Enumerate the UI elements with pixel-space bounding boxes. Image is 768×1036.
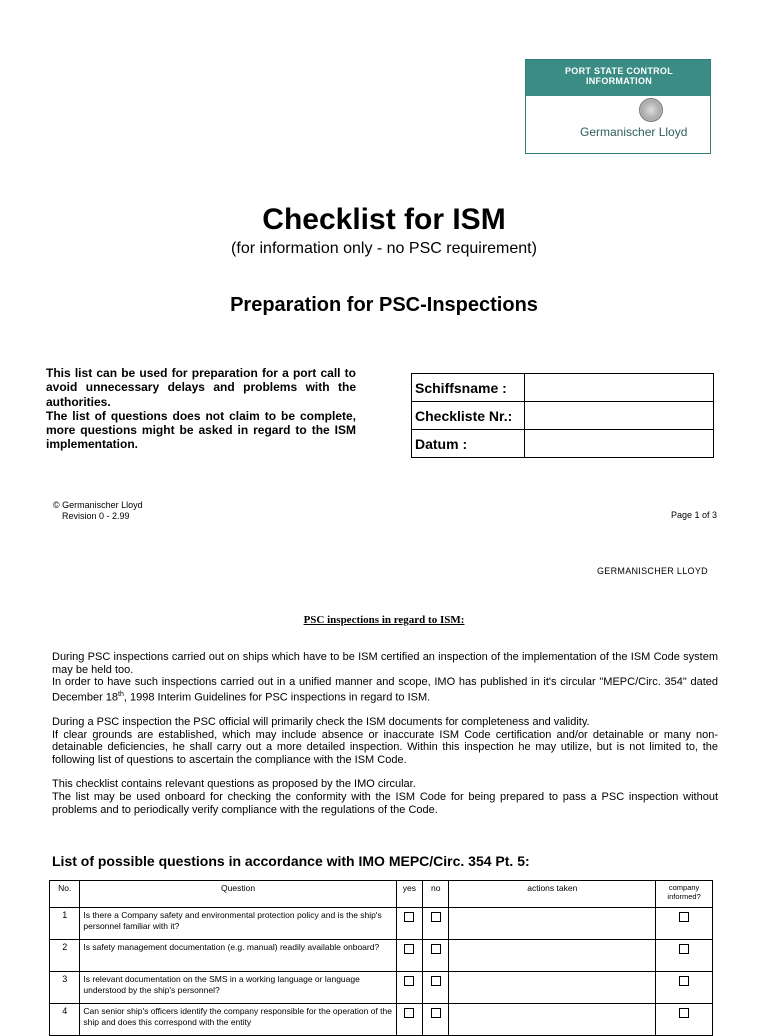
- question-number: 1: [50, 908, 80, 940]
- paragraph-line: During a PSC inspection the PSC official will primarily check the ISM documents for completeness and validity.: [52, 716, 590, 729]
- table-header-row: [50, 881, 713, 908]
- ship-info-row: [412, 430, 714, 458]
- no-checkbox[interactable]: [431, 912, 441, 922]
- informed-checkbox-cell: [656, 972, 713, 1004]
- paragraph-line: If clear grounds are established, which may include absence or inaccurate ISM Code certification and/or detainable or many non-detainable deficiencies, he shall carry out a more detailed inspection. Within this inspection he may utilize, but is not limited to, the following list of questions to ascertain the compliance with the ISM Code.: [52, 728, 718, 766]
- no-checkbox[interactable]: [431, 944, 441, 954]
- no-checkbox-cell: [423, 908, 449, 940]
- logo-box: [525, 59, 711, 154]
- ship-name-field[interactable]: [525, 374, 714, 402]
- no-checkbox[interactable]: [431, 1008, 441, 1018]
- question-number: 4: [50, 1004, 80, 1036]
- yes-checkbox[interactable]: [404, 944, 414, 954]
- intro-line: The list of questions does not claim to be complete, more questions might be asked in regard to the ISM implementation.: [46, 408, 356, 452]
- logo-line-1: PORT STATE CONTROL: [564, 66, 674, 76]
- paragraph-3: [52, 778, 718, 816]
- question-text: Is relevant documentation on the SMS in a working language or language understood by the ship's personnel?: [80, 972, 396, 1004]
- ship-name-label: Schiffsname :: [412, 374, 525, 402]
- no-checkbox-cell: [423, 972, 449, 1004]
- paragraph-2: [52, 716, 718, 766]
- yes-checkbox[interactable]: [404, 976, 414, 986]
- questions-body: [50, 908, 713, 1036]
- paragraph-line: During PSC inspections carried out on ships which have to be ISM certified an inspection of the implementation of the ISM Code system may be held too.: [52, 651, 718, 676]
- seal-icon: [639, 98, 663, 122]
- ship-info-table: [411, 373, 714, 458]
- actions-taken-field[interactable]: [449, 940, 656, 972]
- yes-checkbox-cell: [396, 908, 422, 940]
- informed-checkbox-cell: [656, 1004, 713, 1036]
- body-text: [52, 651, 718, 828]
- table-row: [50, 908, 713, 940]
- informed-checkbox[interactable]: [679, 1008, 689, 1018]
- superscript: th: [118, 690, 124, 698]
- date-label: Datum :: [412, 430, 525, 458]
- yes-checkbox-cell: [396, 940, 422, 972]
- header-company: GERMANISCHER LLOYD: [597, 566, 708, 576]
- yes-checkbox-cell: [396, 1004, 422, 1036]
- paragraph-line: This checklist contains relevant questions as proposed by the IMO circular.: [52, 778, 416, 791]
- psc-heading: PSC inspections in regard to ISM:: [303, 614, 465, 626]
- question-text: Is safety management documentation (e.g. manual) readily available onboard?: [80, 940, 396, 972]
- logo-line-2: INFORMATION: [585, 76, 653, 86]
- intro-text: [46, 366, 356, 452]
- actions-taken-field[interactable]: [449, 972, 656, 1004]
- actions-taken-field[interactable]: [449, 908, 656, 940]
- paragraph-1: [52, 651, 718, 704]
- informed-checkbox[interactable]: [679, 944, 689, 954]
- col-header-informed: company informed?: [656, 881, 713, 908]
- col-header-no-answer: no: [423, 881, 449, 908]
- yes-checkbox-cell: [396, 972, 422, 1004]
- no-checkbox-cell: [423, 1004, 449, 1036]
- yes-checkbox[interactable]: [404, 912, 414, 922]
- question-number: 2: [50, 940, 80, 972]
- logo-company: Germanischer Lloyd: [580, 125, 688, 139]
- ship-info-row: [412, 374, 714, 402]
- paragraph-line: The list may be used onboard for checking the conformity with the ISM Code for being prepared to pass a PSC inspection without problems and to periodically verify compliance with the regulations of the Code.: [52, 791, 718, 816]
- paragraph-line: In order to have such inspections carried out in a unified manner and scope, IMO has published in it's circular "MEPC/Circ. 354" dated December 18th, 1998 Interim Guidelines for PSC inspections in regard to ISM.: [52, 676, 718, 704]
- table-row: [50, 1004, 713, 1036]
- question-text: Is there a Company safety and environmental protection policy and is the ship's personnel familiar with it?: [80, 908, 396, 940]
- revision-text: Revision 0 - 2.99: [62, 511, 130, 521]
- page-subtitle: (for information only - no PSC requirement): [231, 240, 537, 257]
- intro-line: This list can be used for preparation for a port call to avoid unnecessary delays and problems with the authorities.: [46, 366, 356, 409]
- checklist-number-label: Checkliste Nr.:: [412, 402, 525, 430]
- yes-checkbox[interactable]: [404, 1008, 414, 1018]
- copyright-text: © Germanischer Lloyd: [53, 500, 143, 510]
- page-title: Checklist for ISM: [262, 203, 506, 236]
- col-header-question: Question: [80, 881, 396, 908]
- list-heading: List of possible questions in accordance with IMO MEPC/Circ. 354 Pt. 5:: [52, 853, 530, 869]
- question-text: Can senior ship's officers identify the company responsible for the operation of the ship and does this correspond with the entity: [80, 1004, 396, 1036]
- preparation-heading: Preparation for PSC-Inspections: [230, 294, 538, 316]
- no-checkbox-cell: [423, 940, 449, 972]
- informed-checkbox-cell: [656, 908, 713, 940]
- table-row: [50, 972, 713, 1004]
- table-row: [50, 940, 713, 972]
- copyright-block: [53, 500, 143, 522]
- col-header-actions: actions taken: [449, 881, 656, 908]
- actions-taken-field[interactable]: [449, 1004, 656, 1036]
- informed-checkbox-cell: [656, 940, 713, 972]
- question-number: 3: [50, 972, 80, 1004]
- no-checkbox[interactable]: [431, 976, 441, 986]
- informed-checkbox[interactable]: [679, 976, 689, 986]
- page-number: Page 1 of 3: [671, 510, 718, 520]
- col-header-no: No.: [50, 881, 80, 908]
- col-header-yes: yes: [396, 881, 422, 908]
- questions-table: [49, 880, 713, 1036]
- informed-checkbox[interactable]: [679, 912, 689, 922]
- date-field[interactable]: [525, 430, 714, 458]
- ship-info-row: [412, 402, 714, 430]
- checklist-number-field[interactable]: [525, 402, 714, 430]
